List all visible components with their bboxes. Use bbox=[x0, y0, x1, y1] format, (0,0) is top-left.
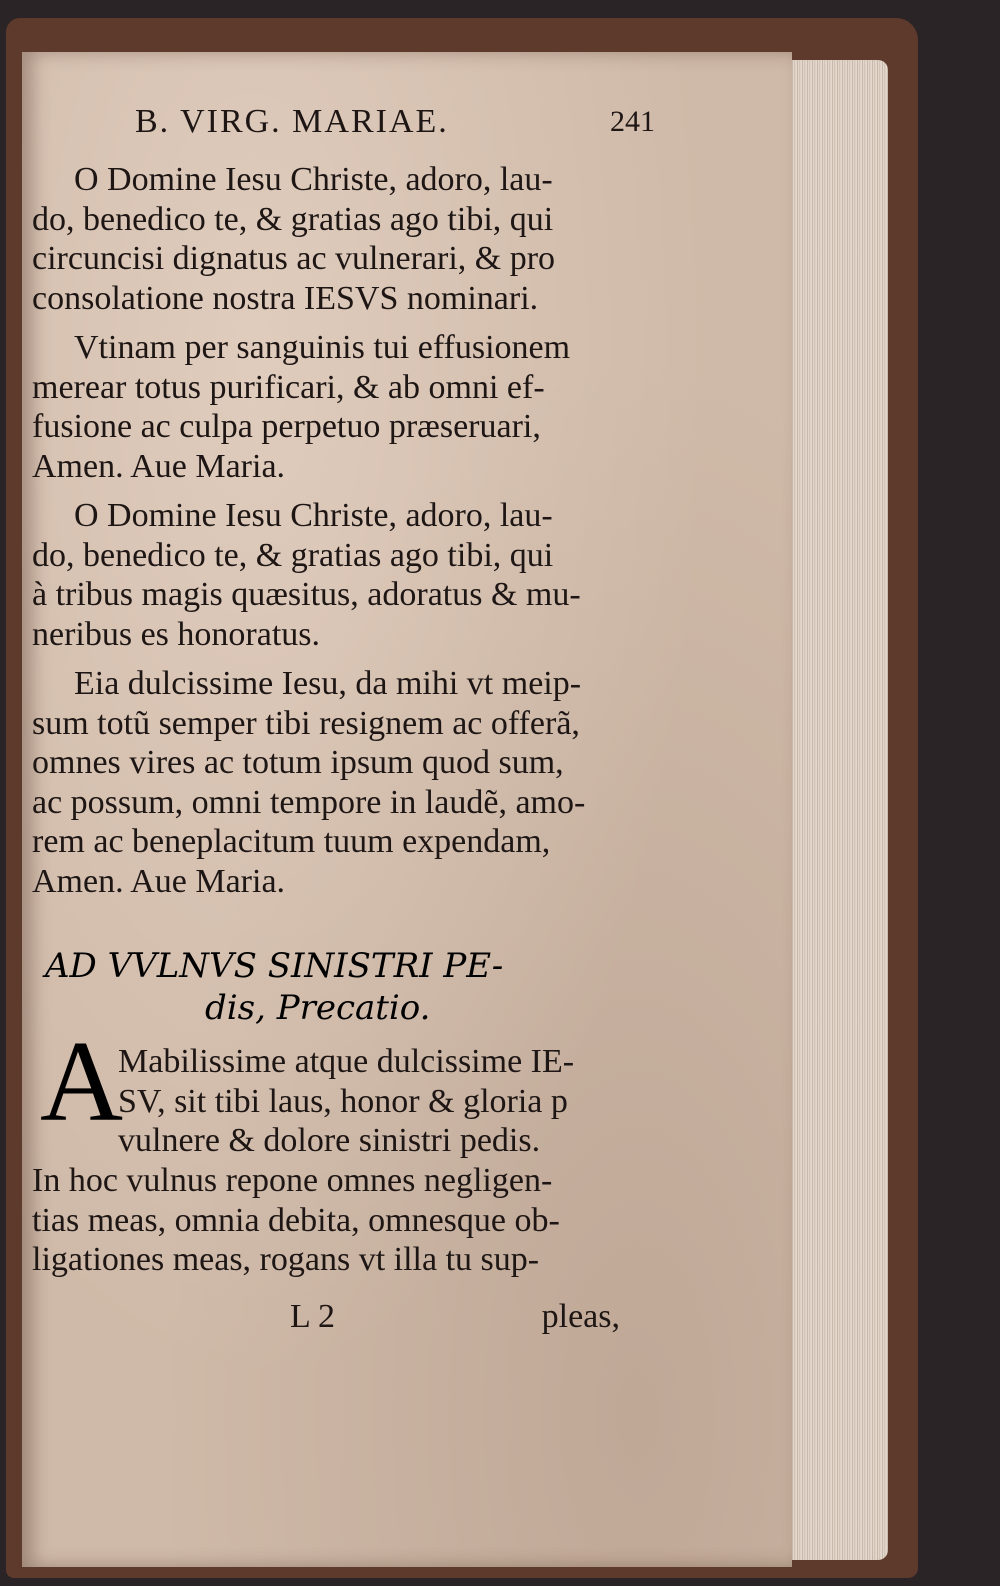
page-number: 241 bbox=[610, 105, 655, 138]
running-header bbox=[135, 103, 655, 143]
text-line: sum totũ semper tibi resignem ac offerã, bbox=[32, 704, 580, 742]
paragraph-1 bbox=[32, 160, 632, 318]
catchword: pleas, bbox=[541, 1298, 620, 1335]
text-line: Amen. Aue Maria. bbox=[32, 862, 286, 900]
text-line: rem ac beneplacitum tuum expendam, bbox=[32, 823, 551, 861]
text-line: circuncisi dignatus ac vulnerari, & pro bbox=[32, 240, 556, 278]
text-line: tias meas, omnia debita, omnesque ob- bbox=[32, 1201, 560, 1239]
prayer-text bbox=[118, 1042, 638, 1161]
running-title: B. VIRG. MARIAE. bbox=[135, 103, 449, 140]
text-line: neribus es honoratus. bbox=[32, 615, 321, 653]
page-footer bbox=[290, 1298, 620, 1338]
prayer-text-continued bbox=[32, 1161, 632, 1280]
text-line: à tribus magis quæsitus, adoratus & mu- bbox=[32, 576, 581, 614]
text-line: merear totus purificari, & ab omni ef- bbox=[32, 368, 545, 406]
text-line: SV, sit tibi laus, honor & gloria p bbox=[118, 1082, 568, 1120]
text-line: ac possum, omni tempore in laudẽ, amo- bbox=[32, 783, 586, 821]
text-line: ligationes meas, rogans vt illa tu sup- bbox=[32, 1241, 540, 1279]
heading-line: AD VVLNVS SINISTRI PE- bbox=[45, 946, 504, 986]
signature-mark: L 2 bbox=[290, 1298, 336, 1335]
drop-capital: A bbox=[40, 1018, 124, 1145]
paragraph-2 bbox=[32, 328, 632, 486]
text-line: vulnere & dolore sinistri pedis. bbox=[118, 1122, 541, 1160]
text-line: omnes vires ac totum ipsum quod sum, bbox=[32, 744, 564, 782]
text-line: do, benedico te, & gratias ago tibi, qui bbox=[32, 200, 554, 238]
text-line: O Domine Iesu Christe, adoro, lau- bbox=[74, 161, 553, 198]
paragraph-4 bbox=[32, 664, 632, 902]
paragraph-3 bbox=[32, 496, 632, 654]
heading-line: dis, Precatio. bbox=[205, 988, 431, 1028]
text-line: In hoc vulnus repone omnes negligen- bbox=[32, 1162, 553, 1199]
section-heading bbox=[45, 945, 605, 1029]
text-line: do, benedico te, & gratias ago tibi, qui bbox=[32, 536, 554, 574]
text-line: O Domine Iesu Christe, adoro, lau- bbox=[74, 497, 553, 534]
text-line: Amen. Aue Maria. bbox=[32, 447, 286, 485]
text-line: consolatione nostra IESVS nominari. bbox=[32, 279, 539, 317]
text-line: Vtinam per sanguinis tui effusionem bbox=[74, 329, 571, 366]
text-line: Mabilissime atque dulcissime IE- bbox=[118, 1043, 575, 1080]
text-line: Eia dulcissime Iesu, da mihi vt meip- bbox=[74, 665, 582, 702]
text-line: fusione ac culpa perpetuo præseruari, bbox=[32, 408, 541, 446]
